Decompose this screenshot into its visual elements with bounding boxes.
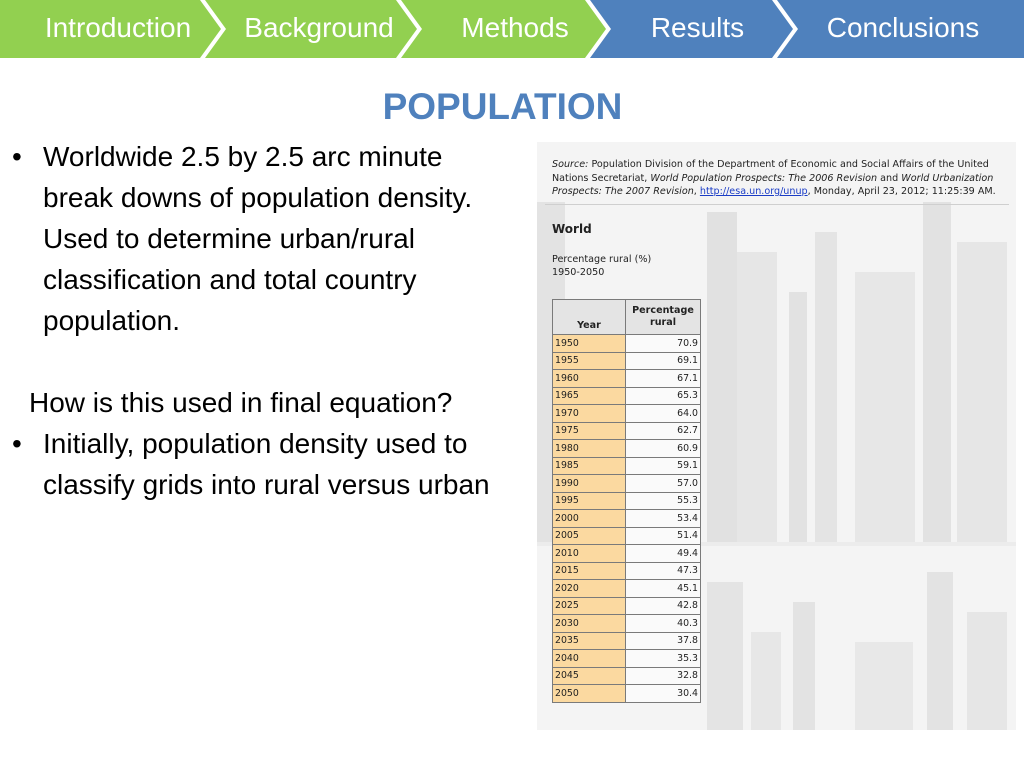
percentage-cell: 64.0	[626, 405, 701, 423]
indicator-label	[552, 254, 651, 279]
year-cell: 1985	[553, 457, 626, 475]
percentage-cell: 59.1	[626, 457, 701, 475]
table-row	[553, 475, 701, 493]
table-row	[553, 597, 701, 615]
table-body	[553, 335, 701, 703]
table-row	[553, 387, 701, 405]
percentage-cell: 35.3	[626, 650, 701, 668]
year-cell: 2020	[553, 580, 626, 598]
percentage-cell: 47.3	[626, 562, 701, 580]
nav-background[interactable]: Background	[244, 12, 394, 43]
nav-conclusions[interactable]: Conclusions	[826, 12, 980, 43]
percentage-cell: 67.1	[626, 370, 701, 388]
rural-percentage-table	[552, 299, 701, 703]
source-publication-1: World Population Prospects: The 2006 Revision	[650, 172, 878, 184]
divider	[545, 204, 1009, 205]
year-cell: 1965	[553, 387, 626, 405]
column-header-year: Year	[553, 300, 626, 335]
region-name: World	[552, 222, 592, 236]
source-link[interactable]: http://esa.un.org/unup	[699, 186, 808, 197]
percentage-cell: 40.3	[626, 615, 701, 633]
table-row	[553, 667, 701, 685]
year-cell: 2015	[553, 562, 626, 580]
table-row	[553, 545, 701, 563]
year-cell: 1970	[553, 405, 626, 423]
slide-title: POPULATION	[382, 86, 623, 127]
bullet-text: Initially, population density used to classify grids into rural versus urban	[43, 428, 490, 500]
table-row	[553, 527, 701, 545]
source-publication-2: World Urbanization Prospects: The 2007 Revision	[552, 172, 994, 197]
percentage-cell: 62.7	[626, 422, 701, 440]
data-table-image	[537, 142, 1016, 730]
table-row	[553, 510, 701, 528]
year-cell: 2040	[553, 650, 626, 668]
year-cell: 2050	[553, 685, 626, 703]
percentage-cell: 57.0	[626, 475, 701, 493]
year-cell: 1980	[553, 440, 626, 458]
bullet-dot-icon: •	[12, 428, 22, 459]
column-header-percentage: Percentage rural	[626, 300, 701, 335]
slide-body	[10, 136, 510, 505]
table-row	[553, 632, 701, 650]
source-label: Source:	[552, 159, 589, 170]
year-cell: 2035	[553, 632, 626, 650]
table-row	[553, 562, 701, 580]
year-cell: 2025	[553, 597, 626, 615]
bullet-item	[10, 423, 510, 505]
nav-results[interactable]: Results	[650, 12, 745, 43]
year-cell: 2010	[553, 545, 626, 563]
indicator-name: Percentage rural (%)	[552, 254, 652, 265]
year-cell: 1995	[553, 492, 626, 510]
year-cell: 1975	[553, 422, 626, 440]
table-row	[553, 370, 701, 388]
nav-introduction[interactable]: Introduction	[44, 12, 192, 43]
year-cell: 2030	[553, 615, 626, 633]
percentage-cell: 65.3	[626, 387, 701, 405]
percentage-cell: 55.3	[626, 492, 701, 510]
table-row	[553, 335, 701, 353]
year-cell: 1960	[553, 370, 626, 388]
table-row	[553, 405, 701, 423]
percentage-cell: 30.4	[626, 685, 701, 703]
table-row	[553, 422, 701, 440]
table-row	[553, 457, 701, 475]
percentage-cell: 69.1	[626, 352, 701, 370]
source-date: , Monday, April 23, 2012; 11:25:39 AM.	[807, 186, 996, 197]
year-cell: 2005	[553, 527, 626, 545]
table-row	[553, 650, 701, 668]
source-and: and	[880, 172, 899, 184]
table-row	[553, 685, 701, 703]
percentage-cell: 32.8	[626, 667, 701, 685]
bullet-item	[10, 136, 510, 341]
nav-methods[interactable]: Methods	[461, 12, 569, 43]
bullet-text: Worldwide 2.5 by 2.5 arc minute break downs of population density. Used to determine urban/rural classification and total country population.	[43, 141, 473, 336]
table-row	[553, 492, 701, 510]
table-row	[553, 615, 701, 633]
question-text: How is this used in final equation?	[29, 387, 453, 418]
percentage-cell: 37.8	[626, 632, 701, 650]
table-row	[553, 440, 701, 458]
percentage-cell: 49.4	[626, 545, 701, 563]
source-text: Population Division of the Department of Economic and Social Affairs of the United Nations Secretariat,	[552, 159, 989, 184]
year-cell: 2000	[553, 510, 626, 528]
percentage-cell: 53.4	[626, 510, 701, 528]
percentage-cell: 51.4	[626, 527, 701, 545]
percentage-cell: 60.9	[626, 440, 701, 458]
percentage-cell: 45.1	[626, 580, 701, 598]
year-cell: 1955	[553, 352, 626, 370]
year-cell: 1990	[553, 475, 626, 493]
table-header-row	[553, 300, 701, 335]
percentage-cell: 70.9	[626, 335, 701, 353]
table-row	[553, 580, 701, 598]
percentage-cell: 42.8	[626, 597, 701, 615]
year-cell: 1950	[553, 335, 626, 353]
source-citation: Source: Population Division of the Department of Economic and Social Affairs of the United Nations Secretariat, World Population Prospects: The 2006 Revision and World Urbanization Prospects: The 2007 Revision, http://esa.un.org/unup, Monday, April 23, 2012; 11:25:39 AM.	[552, 159, 996, 197]
bullet-dot-icon: •	[12, 141, 22, 172]
year-cell: 2045	[553, 667, 626, 685]
section-nav	[0, 0, 1024, 58]
indicator-period: 1950-2050	[552, 266, 605, 278]
table-row	[553, 352, 701, 370]
